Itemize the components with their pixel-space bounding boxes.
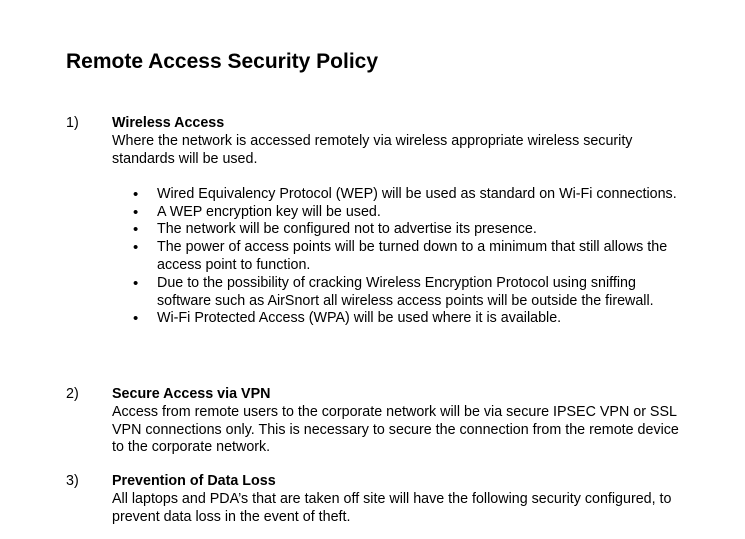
- section-content: [112, 115, 686, 328]
- list-item: [112, 204, 685, 222]
- list-item-text: Wi-Fi Protected Access (WPA) will be used where it is available.: [157, 310, 562, 327]
- bullet-icon: •: [133, 221, 139, 239]
- bullet-list: [112, 186, 686, 328]
- section-paragraph: All laptops and PDA’s that are taken off site will have the following security configured, to prevent data loss in the event of theft.: [112, 490, 672, 525]
- list-item: [112, 310, 685, 328]
- section-number: 2): [66, 386, 79, 402]
- list-item-text: Wired Equivalency Protocol (WEP) will be used as standard on Wi-Fi connections.: [157, 185, 677, 202]
- section-paragraph: Access from remote users to the corporate network will be via secure IPSEC VPN or SSL VPN connections only. This is necessary to secure the connection from the remote device to the corporate network.: [112, 403, 679, 456]
- list-item-text: A WEP encryption key will be used.: [157, 203, 381, 220]
- document-title: Remote Access Security Policy: [66, 50, 379, 73]
- section-content: [112, 473, 686, 526]
- section-secure-access-vpn: [66, 386, 686, 457]
- section-heading: Wireless Access: [112, 115, 225, 131]
- section-number: 3): [66, 473, 79, 489]
- bullet-icon: •: [133, 239, 139, 257]
- section-paragraph: Where the network is accessed remotely via wireless appropriate wireless security standards will be used.: [112, 132, 633, 167]
- list-item-text: The network will be configured not to advertise its presence.: [157, 221, 537, 238]
- list-item: [112, 221, 685, 239]
- section-prevention-data-loss: [66, 473, 686, 526]
- list-item: [112, 239, 685, 275]
- bullet-icon: •: [133, 203, 139, 221]
- section-number: 1): [66, 115, 79, 131]
- list-item-text: The power of access points will be turned down to a minimum that still allows the access point to function.: [157, 239, 668, 274]
- section-heading: Prevention of Data Loss: [112, 473, 276, 489]
- section-wireless-access: [66, 115, 686, 328]
- bullet-icon: •: [133, 274, 139, 292]
- list-item: [112, 275, 685, 311]
- list-item-text: Due to the possibility of cracking Wireless Encryption Protocol using sniffing software such as AirSnort all wireless access points will be outside the firewall.: [157, 274, 654, 309]
- bullet-icon: •: [133, 185, 139, 203]
- section-heading: Secure Access via VPN: [112, 386, 271, 402]
- bullet-icon: •: [133, 310, 139, 328]
- section-content: [112, 386, 686, 457]
- list-item: [112, 186, 685, 204]
